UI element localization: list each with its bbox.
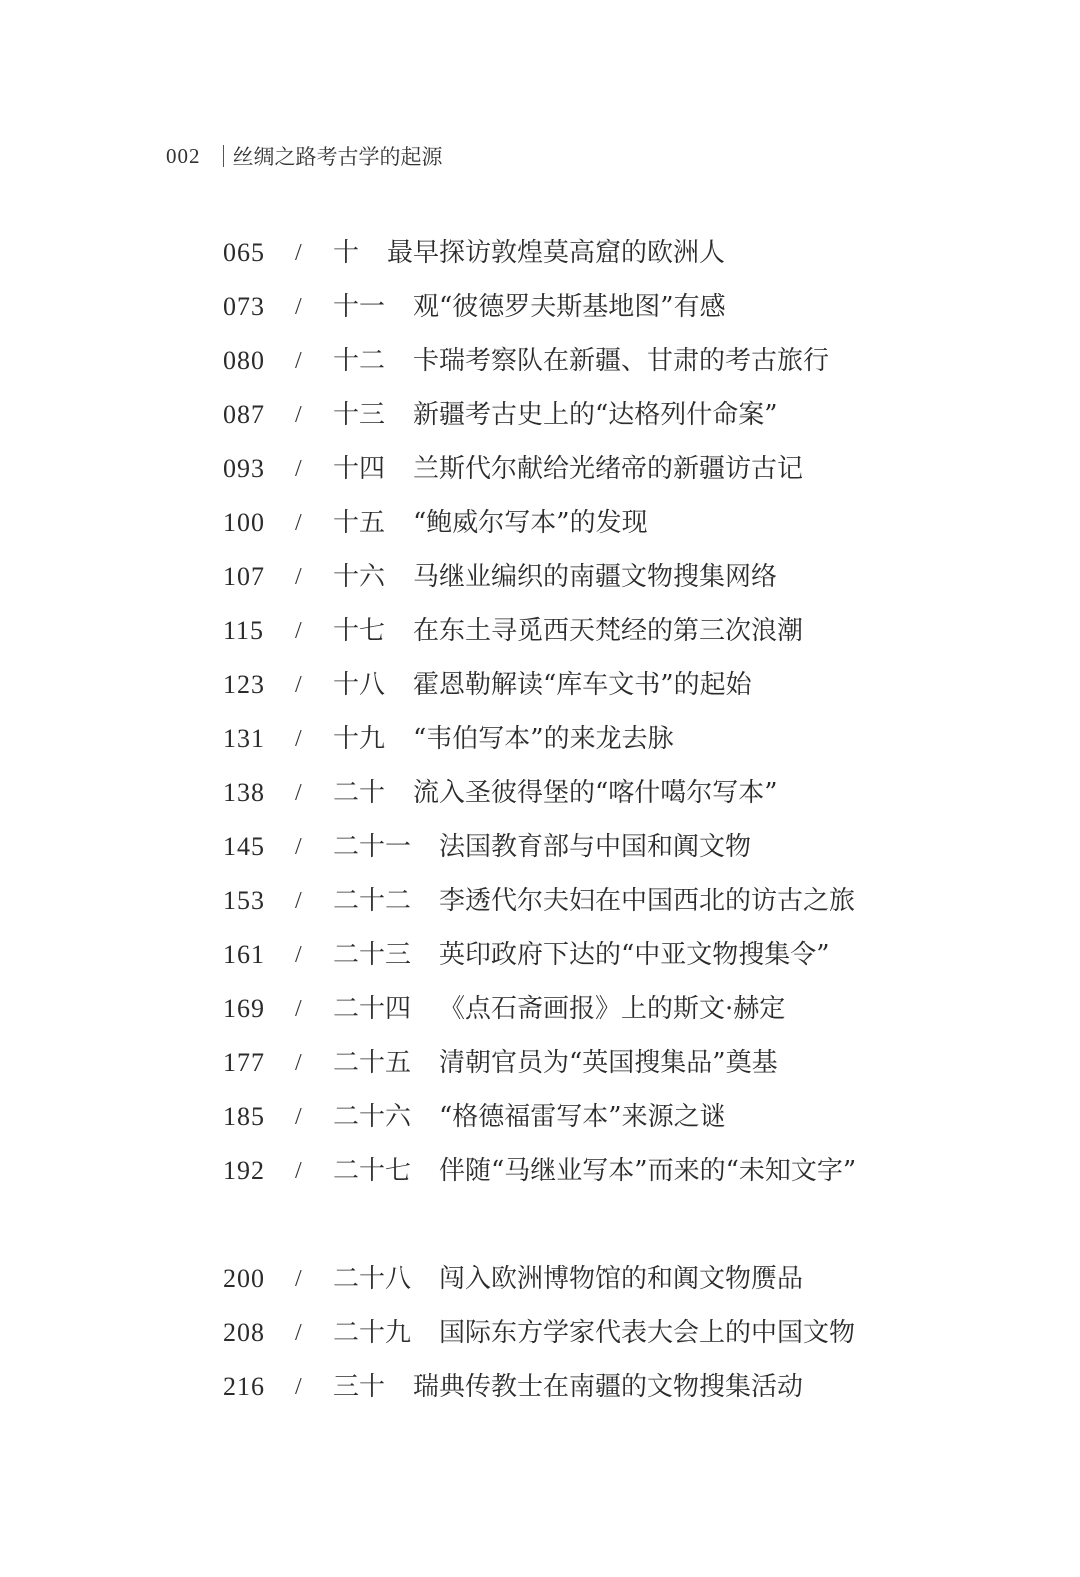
toc-page-number: 080 <box>223 346 265 375</box>
toc-chapter-title: 《点石斋画报》上的斯文·赫定 <box>439 994 786 1024</box>
toc-page-number: 216 <box>223 1372 265 1401</box>
toc-chapter-title: 马继业编织的南疆文物搜集网络 <box>413 562 778 592</box>
toc-chapter-number: 十八 <box>333 670 386 700</box>
toc-entry[interactable] <box>223 820 923 874</box>
toc-entry[interactable] <box>223 1090 923 1144</box>
toc-chapter <box>333 388 778 442</box>
toc-chapter-number: 二十四 <box>333 994 412 1024</box>
toc-chapter-title: 法国教育部与中国和阗文物 <box>439 832 752 862</box>
toc-chapter-title: 最早探访敦煌莫高窟的欧洲人 <box>387 238 726 268</box>
toc-chapter <box>333 766 778 820</box>
toc-chapter-title: 李透代尔夫妇在中国西北的访古之旅 <box>439 886 856 916</box>
page-number: 002 <box>166 143 201 168</box>
toc-chapter <box>333 874 855 928</box>
toc-page-number: 145 <box>223 832 265 861</box>
toc-entry[interactable] <box>223 928 923 982</box>
toc-entry[interactable] <box>223 226 923 280</box>
toc-page-number: 065 <box>223 238 265 267</box>
toc-separator: / <box>295 1103 302 1130</box>
toc-separator: / <box>295 239 302 266</box>
toc-separator: / <box>295 887 302 914</box>
toc-entry[interactable] <box>223 550 923 604</box>
toc-chapter-title: 闯入欧洲博物馆的和阗文物赝品 <box>439 1264 804 1294</box>
toc-chapter-number: 二十一 <box>333 832 412 862</box>
toc-chapter-title: “韦伯写本”的来龙去脉 <box>413 724 674 754</box>
toc-chapter <box>333 1036 778 1090</box>
toc-page-number: 200 <box>223 1264 265 1293</box>
toc-chapter-number: 十四 <box>333 454 386 484</box>
toc-page-number: 161 <box>223 940 265 969</box>
toc-separator: / <box>295 401 302 428</box>
toc-entry[interactable] <box>223 334 923 388</box>
toc-chapter <box>333 1306 855 1360</box>
toc-chapter <box>333 442 803 496</box>
toc-chapter-number: 十一 <box>333 292 386 322</box>
toc-chapter-number: 二十八 <box>333 1264 412 1294</box>
toc-chapter <box>333 496 648 550</box>
toc-separator: / <box>295 779 302 806</box>
toc-page-number: 208 <box>223 1318 265 1347</box>
toc-chapter-number: 十六 <box>333 562 386 592</box>
toc-chapter <box>333 280 726 334</box>
toc-chapter-title: 流入圣彼得堡的“喀什噶尔写本” <box>413 778 778 808</box>
toc-page-number: 153 <box>223 886 265 915</box>
toc-separator: / <box>295 725 302 752</box>
toc-separator: / <box>295 1265 302 1292</box>
toc-entry[interactable] <box>223 388 923 442</box>
toc-entry[interactable] <box>223 1144 923 1252</box>
toc-chapter-title: 在东土寻觅西天梵经的第三次浪潮 <box>413 616 804 646</box>
toc-chapter <box>333 658 752 712</box>
toc-page-number: 100 <box>223 508 265 537</box>
toc-page-number: 093 <box>223 454 265 483</box>
toc-separator: / <box>295 617 302 644</box>
toc-chapter-number: 二十 <box>333 778 386 808</box>
toc-entry[interactable] <box>223 712 923 766</box>
toc-separator: / <box>295 1049 302 1076</box>
toc-chapter-title: 卡瑞考察队在新疆、甘肃的考古旅行 <box>413 346 830 376</box>
toc-page-number: 177 <box>223 1048 265 1077</box>
toc-chapter-number: 二十三 <box>333 940 412 970</box>
toc-chapter <box>333 604 803 658</box>
toc-separator: / <box>295 1158 302 1184</box>
toc-page-number: 123 <box>223 670 265 699</box>
toc-chapter-number: 十七 <box>333 616 386 646</box>
toc-page-number: 087 <box>223 400 265 429</box>
toc-chapter-number: 二十九 <box>333 1318 412 1348</box>
toc-chapter-title: 兰斯代尔献给光绪帝的新疆访古记 <box>413 454 804 484</box>
toc-chapter-number: 十二 <box>333 346 386 376</box>
toc-chapter-number: 三十 <box>333 1372 386 1402</box>
toc-chapter <box>333 226 725 280</box>
toc-entry[interactable] <box>223 766 923 820</box>
toc-entry[interactable] <box>223 1252 923 1306</box>
toc-entry[interactable] <box>223 604 923 658</box>
toc-chapter-title: “鲍威尔写本”的发现 <box>413 508 648 538</box>
toc-page-number: 107 <box>223 562 265 591</box>
toc-entry[interactable] <box>223 442 923 496</box>
toc-separator: / <box>295 293 302 320</box>
toc-entry[interactable] <box>223 280 923 334</box>
toc-entry[interactable] <box>223 496 923 550</box>
toc-entry[interactable] <box>223 1306 923 1360</box>
toc-entry[interactable] <box>223 658 923 712</box>
toc-chapter-number: 十 <box>333 238 360 268</box>
toc-chapter-title: 观“彼德罗夫斯基地图”有感 <box>413 292 726 322</box>
toc-page-number: 138 <box>223 778 265 807</box>
toc-chapter <box>333 1144 913 1198</box>
toc-separator: / <box>295 455 302 482</box>
toc-page-number: 185 <box>223 1102 265 1131</box>
toc-entry[interactable] <box>223 874 923 928</box>
toc-chapter-number: 二十七 <box>333 1156 412 1186</box>
toc-entry[interactable] <box>223 1360 923 1414</box>
toc-entry[interactable] <box>223 982 923 1036</box>
toc-chapter-title: 瑞典传教士在南疆的文物搜集活动 <box>413 1372 804 1402</box>
toc-separator: / <box>295 563 302 590</box>
toc-chapter-title: 霍恩勒解读“库车文书”的起始 <box>413 670 752 700</box>
toc-separator: / <box>295 509 302 536</box>
toc-page-number: 169 <box>223 994 265 1023</box>
toc-chapter-title: 新疆考古史上的“达格列什命案” <box>413 400 778 430</box>
toc-chapter-number: 二十六 <box>333 1102 412 1132</box>
toc-separator: / <box>295 941 302 968</box>
running-header <box>166 138 443 174</box>
toc-entry[interactable] <box>223 1036 923 1090</box>
toc-chapter <box>333 1360 803 1414</box>
toc-chapter <box>333 1252 803 1306</box>
toc-separator: / <box>295 671 302 698</box>
toc-page-number: 192 <box>223 1156 265 1185</box>
toc-separator: / <box>295 1373 302 1400</box>
toc-chapter-number: 十九 <box>333 724 386 754</box>
toc-chapter-title: 国际东方学家代表大会上的中国文物 <box>439 1318 856 1348</box>
toc-chapter <box>333 550 777 604</box>
header-divider <box>223 145 224 167</box>
toc-separator: / <box>295 833 302 860</box>
toc-separator: / <box>295 995 302 1022</box>
toc-chapter <box>333 712 674 766</box>
toc-chapter-number: 二十二 <box>333 886 412 916</box>
book-title: 丝绸之路考古学的起源 <box>232 145 443 169</box>
toc-page-number: 073 <box>223 292 265 321</box>
toc-chapter-title: 清朝官员为“英国搜集品”奠基 <box>439 1048 778 1078</box>
toc-separator: / <box>295 347 302 374</box>
toc-chapter-title: 伴随“马继业写本”而来的“未知文字” <box>439 1156 857 1186</box>
toc-chapter <box>333 982 785 1036</box>
toc-separator: / <box>295 1319 302 1346</box>
toc-chapter-title: “格德福雷写本”来源之谜 <box>439 1102 726 1132</box>
toc-page-number: 131 <box>223 724 265 753</box>
toc-chapter-title: 英印政府下达的“中亚文物搜集令” <box>439 940 830 970</box>
toc-chapter <box>333 1090 726 1144</box>
toc-page-number: 115 <box>223 616 265 645</box>
toc-chapter-number: 十三 <box>333 400 386 430</box>
toc-chapter <box>333 928 830 982</box>
toc-chapter-number: 二十五 <box>333 1048 412 1078</box>
toc-chapter <box>333 334 829 388</box>
toc-chapter-number: 十五 <box>333 508 386 538</box>
table-of-contents <box>223 226 923 1414</box>
toc-chapter <box>333 820 751 874</box>
